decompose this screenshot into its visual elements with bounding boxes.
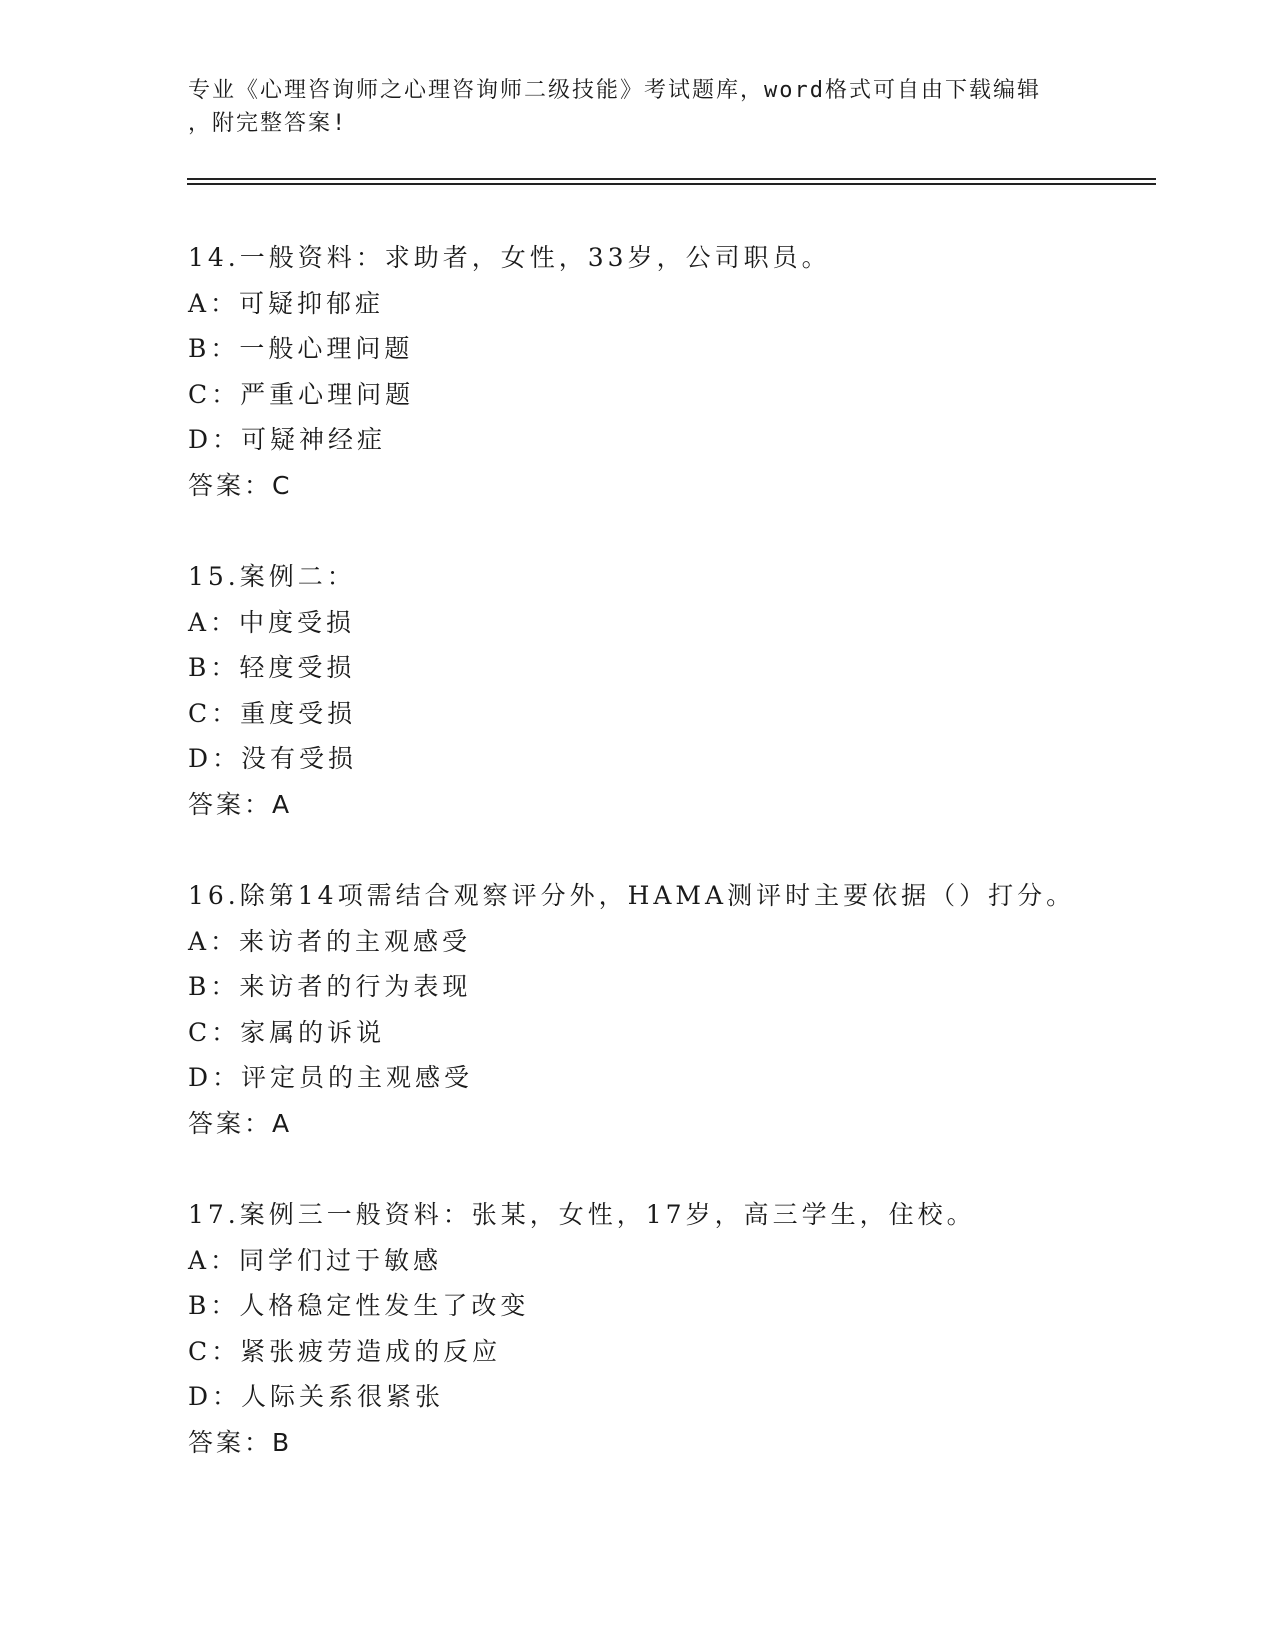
option-c: C：紧张疲劳造成的反应 (188, 1336, 502, 1366)
option-d: D：没有受损 (188, 744, 358, 773)
option-c: C：家属的诉说 (188, 1017, 386, 1047)
option-d: D：可疑神经症 (188, 425, 387, 454)
option-a: A：可疑抑郁症 (188, 288, 385, 318)
question-stem: 14.一般资料：求助者，女性，33岁，公司职员。 (188, 243, 831, 272)
question-block (188, 554, 1148, 827)
option-c: C：重度受损 (188, 698, 357, 728)
answer-line: 答案：B (188, 1427, 293, 1457)
option-b: B：人格稳定性发生了改变 (188, 1291, 530, 1320)
document-header (188, 74, 1088, 140)
option-a: A：同学们过于敏感 (188, 1245, 443, 1275)
option-d: D：评定员的主观感受 (188, 1063, 474, 1092)
header-line-1: 专业《心理咨询师之心理咨询师二级技能》考试题库，word格式可自由下载编辑 (188, 78, 1041, 103)
question-stem: 17.案例三一般资料：张某，女性，17岁，高三学生，住校。 (188, 1200, 976, 1229)
header-line-2: ，附完整答案! (188, 111, 348, 136)
option-d: D：人际关系很紧张 (188, 1382, 445, 1411)
question-block (188, 235, 1148, 508)
question-stem: 15.案例二： (188, 562, 356, 591)
option-b: B：轻度受损 (188, 653, 356, 682)
option-b: B：来访者的行为表现 (188, 972, 472, 1001)
option-a: A：来访者的主观感受 (188, 926, 472, 956)
answer-line: 答案：C (188, 470, 293, 500)
question-block (188, 873, 1148, 1146)
answer-line: 答案：A (188, 789, 293, 819)
question-stem: 16.除第14项需结合观察评分外，HAMA测评时主要依据（）打分。 (188, 881, 1076, 910)
header-divider-bottom (187, 183, 1156, 185)
option-c: C：严重心理问题 (188, 379, 415, 409)
question-block (188, 1192, 1148, 1465)
option-a: A：中度受损 (188, 607, 356, 637)
header-divider-top (187, 178, 1156, 180)
answer-line: 答案：A (188, 1108, 293, 1138)
option-b: B：一般心理问题 (188, 334, 414, 363)
